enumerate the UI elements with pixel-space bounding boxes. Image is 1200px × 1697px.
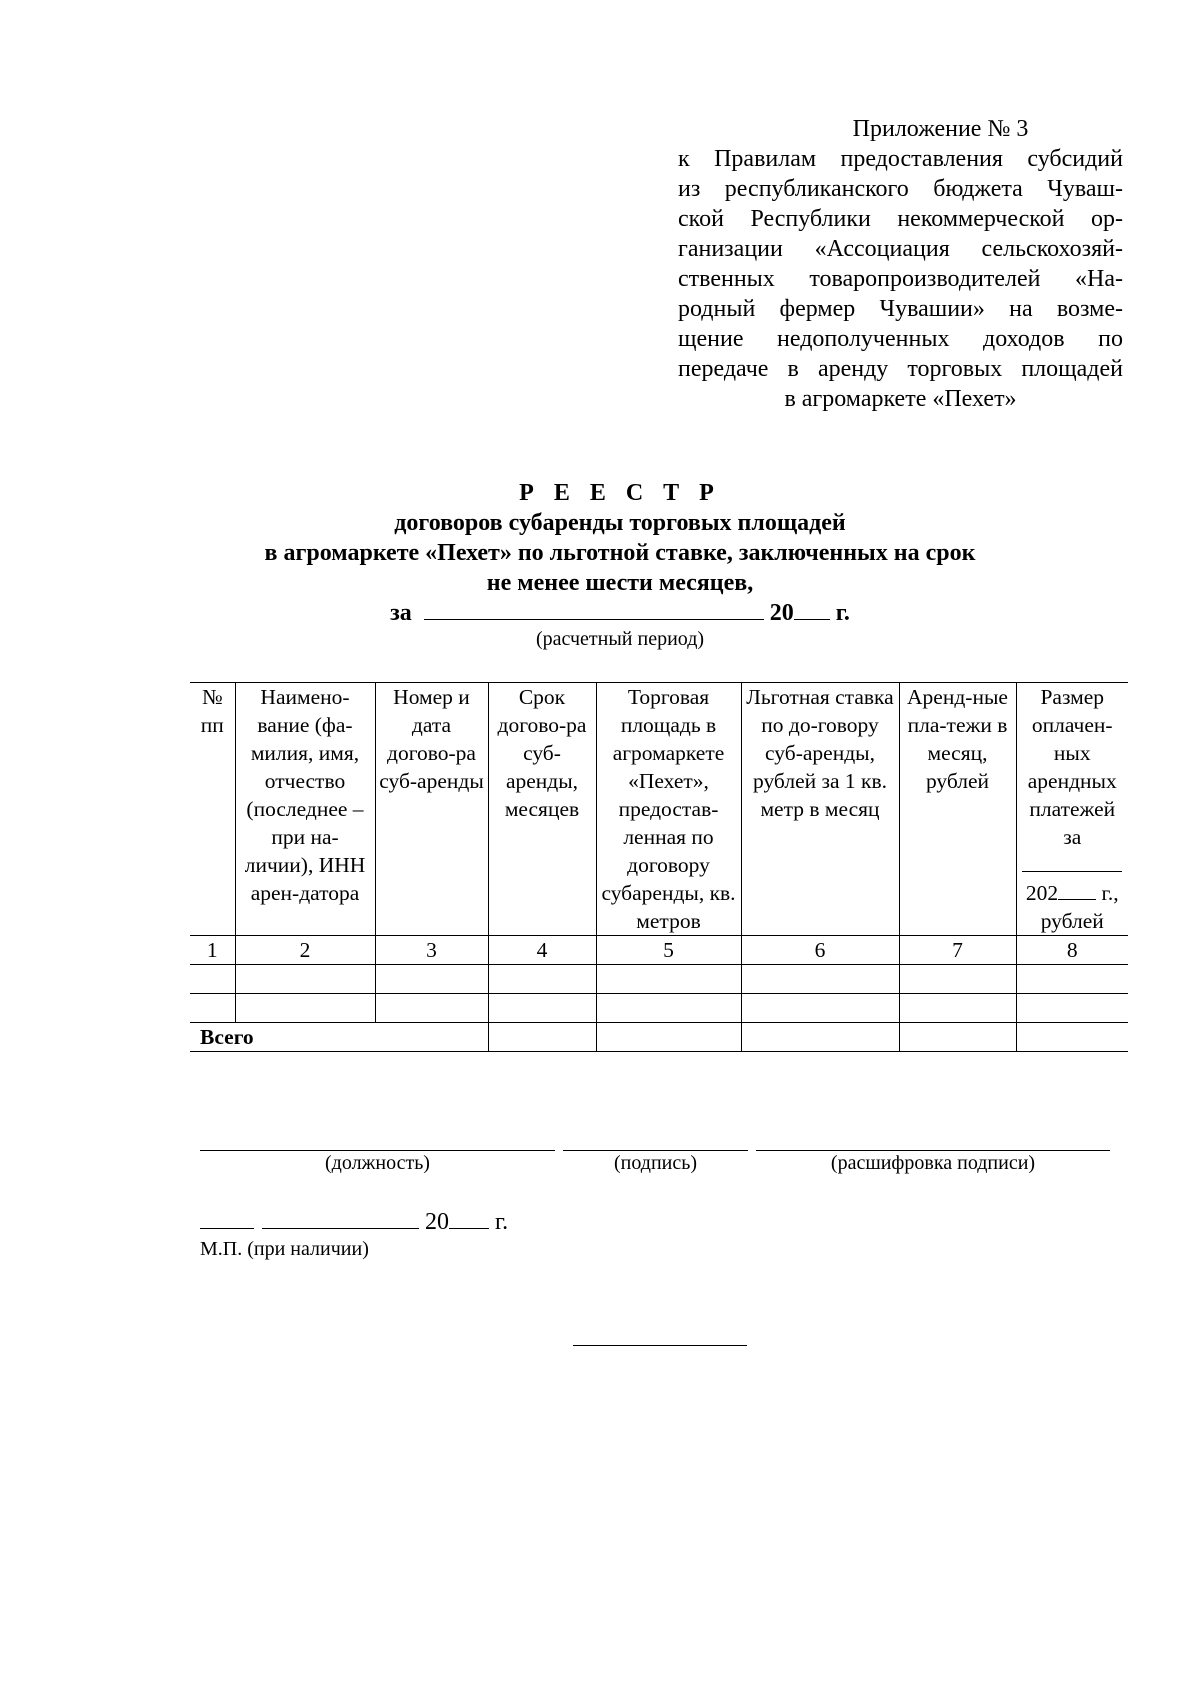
column-number: 1 bbox=[190, 936, 235, 965]
table-cell bbox=[488, 994, 596, 1023]
header-cell-term: Срок догово-ра суб-аренды, месяцев bbox=[488, 683, 596, 936]
table-cell bbox=[741, 994, 899, 1023]
table-cell bbox=[375, 965, 488, 994]
table-cell bbox=[899, 1023, 1016, 1052]
appendix-title: Приложение № 3 bbox=[852, 116, 1029, 142]
period-caption: (расчетный период) bbox=[535, 628, 705, 650]
appendix-line: щение недополученных доходов по bbox=[678, 326, 1123, 352]
table-cell bbox=[1016, 994, 1128, 1023]
table-cell bbox=[1016, 965, 1128, 994]
date-day-blank bbox=[200, 1208, 254, 1229]
table-cell bbox=[741, 965, 899, 994]
registry-title-block bbox=[180, 478, 1060, 598]
decoding-line bbox=[756, 1130, 1110, 1151]
appendix-line: из республиканского бюджета Чуваш- bbox=[678, 176, 1123, 202]
period-blank bbox=[424, 599, 764, 620]
table-cell bbox=[596, 965, 741, 994]
table-cell bbox=[235, 994, 375, 1023]
column-number-row bbox=[190, 936, 1128, 965]
appendix-line: ственных товаропроизводителей «На- bbox=[678, 266, 1123, 292]
table-row bbox=[190, 994, 1128, 1023]
date-year-blank bbox=[449, 1208, 489, 1229]
period-year-blank bbox=[794, 599, 830, 620]
header-paid-unit: рублей bbox=[1040, 909, 1104, 933]
appendix-line: родный фермер Чувашии» на возме- bbox=[678, 296, 1123, 322]
registry-subtitle-line: в агромаркете «Пехет» по льготной ставке, заключенных на срок bbox=[264, 540, 976, 566]
header-paid-blank bbox=[1022, 857, 1122, 872]
header-cell-number: № пп bbox=[190, 683, 235, 936]
header-paid-year: 202 bbox=[1025, 881, 1059, 905]
column-number: 6 bbox=[741, 936, 899, 965]
table-cell bbox=[190, 965, 235, 994]
table-cell bbox=[488, 965, 596, 994]
header-cell-name: Наимено-вание (фа-милия, имя, отчество (последнее – при на-личии), ИНН арен-датора bbox=[235, 683, 375, 936]
table-row bbox=[190, 965, 1128, 994]
total-row bbox=[190, 1023, 1128, 1052]
period-line bbox=[180, 598, 1060, 628]
table-cell bbox=[741, 1023, 899, 1052]
table-cell bbox=[488, 1023, 596, 1052]
column-number: 2 bbox=[235, 936, 375, 965]
appendix-line: в агромаркете «Пехет» bbox=[784, 386, 1017, 412]
header-cell-paid-total bbox=[1016, 683, 1128, 936]
signature-line bbox=[563, 1130, 748, 1151]
table-cell bbox=[1016, 1023, 1128, 1052]
end-divider bbox=[573, 1345, 747, 1346]
table-cell bbox=[190, 994, 235, 1023]
registry-table bbox=[190, 682, 1128, 1052]
header-paid-year-blank bbox=[1058, 885, 1096, 900]
signature-caption: (подпись) bbox=[613, 1152, 698, 1174]
table-cell bbox=[235, 965, 375, 994]
registry-subtitle-line: договоров субаренды торговых площадей bbox=[394, 510, 846, 536]
decoding-caption: (расшифровка подписи) bbox=[830, 1152, 1036, 1174]
header-cell-payments: Аренд-ные пла-тежи в месяц, рублей bbox=[899, 683, 1016, 936]
total-label: Всего bbox=[190, 1023, 488, 1052]
appendix-line: передаче в аренду торговых площадей bbox=[678, 356, 1123, 382]
date-row bbox=[200, 1208, 508, 1236]
appendix-line: к Правилам предоставления субсидий bbox=[678, 146, 1123, 172]
column-number: 3 bbox=[375, 936, 488, 965]
registry-subtitle-line: не менее шести месяцев, bbox=[486, 570, 754, 596]
header-paid-text: Размер оплачен-ных арендных платежей за bbox=[1027, 685, 1117, 849]
position-line bbox=[200, 1130, 555, 1151]
period-suffix: г. bbox=[835, 600, 850, 626]
table-cell bbox=[375, 994, 488, 1023]
table-cell bbox=[899, 965, 1016, 994]
period-prefix: за bbox=[390, 600, 412, 626]
header-paid-g: г., bbox=[1101, 881, 1119, 905]
registry-heading: Р Е Е С Т Р bbox=[519, 480, 721, 506]
table-cell bbox=[596, 994, 741, 1023]
table-cell bbox=[596, 1023, 741, 1052]
column-number: 7 bbox=[899, 936, 1016, 965]
header-cell-rate: Льготная ставка по до-говору суб-аренды, рублей за 1 кв. метр в месяц bbox=[741, 683, 899, 936]
date-suffix: г. bbox=[495, 1209, 509, 1235]
date-year: 20 bbox=[425, 1209, 449, 1235]
stamp-note: М.П. (при наличии) bbox=[200, 1238, 369, 1260]
table-cell bbox=[899, 994, 1016, 1023]
position-caption: (должность) bbox=[325, 1152, 430, 1174]
appendix-line: ганизации «Ассоциация сельскохозяй- bbox=[678, 236, 1123, 262]
column-number: 4 bbox=[488, 936, 596, 965]
table-header-row bbox=[190, 683, 1128, 936]
column-number: 5 bbox=[596, 936, 741, 965]
column-number: 8 bbox=[1016, 936, 1128, 965]
date-month-blank bbox=[262, 1208, 419, 1229]
header-cell-area: Торговая площадь в агромаркете «Пехет», предостав-ленная по договору субаренды, кв. метров bbox=[596, 683, 741, 936]
period-year: 20 bbox=[769, 600, 794, 626]
appendix-block bbox=[678, 114, 1123, 414]
appendix-line: ской Республики некоммерческой ор- bbox=[678, 206, 1123, 232]
header-cell-contract: Номер и дата догово-ра суб-аренды bbox=[375, 683, 488, 936]
